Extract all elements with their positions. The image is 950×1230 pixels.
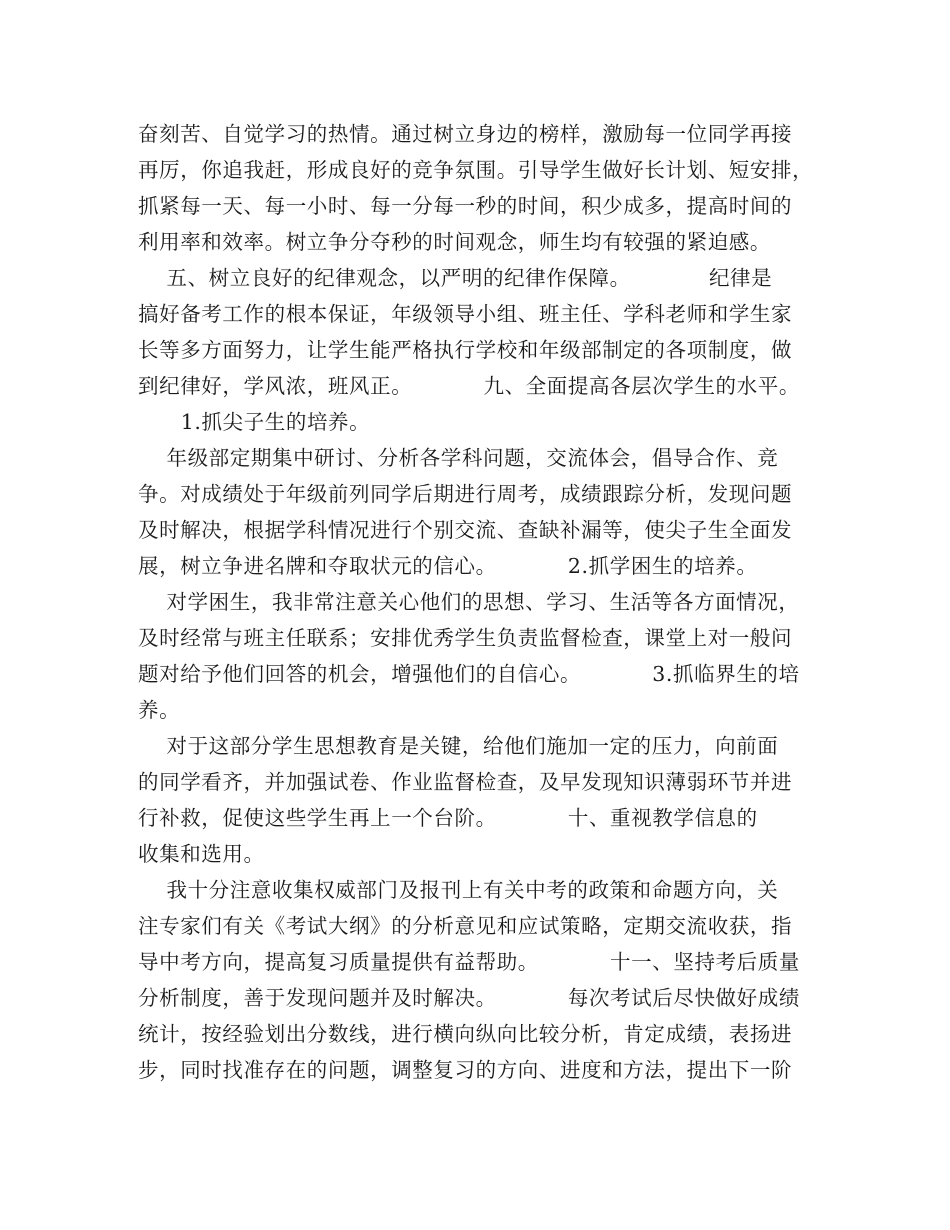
text-line: 五、树立良好的纪律观念，以严明的纪律作保障。 纪律是 <box>138 266 773 290</box>
text-line: 分析制度，善于发现问题并及时解决。 每次考试后尽快做好成绩 <box>138 986 800 1010</box>
text-line: 争。对成绩处于年级前列同学后期进行周考，成绩跟踪分析，发现问题 <box>138 482 793 506</box>
text-line: 养。 <box>138 698 181 722</box>
text-line: 到纪律好，学风浓，班风正。 九、全面提高各层次学生的水平。 <box>138 374 800 398</box>
text-line: 题对给予他们回答的机会，增强他们的自信心。 3.抓临界生的培 <box>138 662 800 686</box>
text-line: 奋刻苦、自觉学习的热情。通过树立身边的榜样，激励每一位同学再接 <box>138 122 793 146</box>
text-line: 展，树立争进名牌和夺取状元的信心。 2.抓学困生的培养。 <box>138 554 758 578</box>
text-line: 注专家们有关《考试大纲》的分析意见和应试策略，定期交流收获，指 <box>138 914 793 938</box>
text-line: 行补救，促使这些学生再上一个台阶。 十、重视教学信息的 <box>138 806 758 830</box>
text-line: 我十分注意收集权威部门及报刊上有关中考的政策和命题方向，关 <box>138 878 779 902</box>
text-line: 导中考方向，提高复习质量提供有益帮助。 十一、坚持考后质量 <box>138 950 800 974</box>
text-line: 步，同时找准存在的问题，调整复习的方向、进度和方法，提出下一阶 <box>138 1058 793 1082</box>
text-line: 及时解决，根据学科情况进行个别交流、查缺补漏等，使尖子生全面发 <box>138 518 793 542</box>
text-line: 1.抓尖子生的培养。 <box>138 410 371 434</box>
text-line: 长等多方面努力，让学生能严格执行学校和年级部制定的各项制度，做 <box>138 338 793 362</box>
text-line: 的同学看齐，并加强试卷、作业监督检查，及早发现知识薄弱环节并进 <box>138 770 793 794</box>
text-line: 年级部定期集中研讨、分析各学科问题，交流体会，倡导合作、竞 <box>138 446 779 470</box>
text-line: 收集和选用。 <box>138 842 265 866</box>
text-line: 及时经常与班主任联系；安排优秀学生负责监督检查，课堂上对一般问 <box>138 626 793 650</box>
text-line: 搞好备考工作的根本保证，年级领导小组、班主任、学科老师和学生家 <box>138 302 793 326</box>
text-line: 抓紧每一天、每一小时、每一分每一秒的时间，积少成多，提高时间的 <box>138 194 793 218</box>
text-line: 再厉，你追我赶，形成良好的竞争氛围。引导学生做好长计划、短安排， <box>138 158 814 182</box>
text-line: 对于这部分学生思想教育是关键，给他们施加一定的压力，向前面 <box>138 734 779 758</box>
text-line: 统计，按经验划出分数线，进行横向纵向比较分析，肯定成绩，表扬进 <box>138 1022 793 1046</box>
text-line: 利用率和效率。树立争分夺秒的时间观念，师生均有较强的紧迫感。 <box>138 230 771 254</box>
text-line: 对学困生，我非常注意关心他们的思想、学习、生活等各方面情况， <box>138 590 800 614</box>
